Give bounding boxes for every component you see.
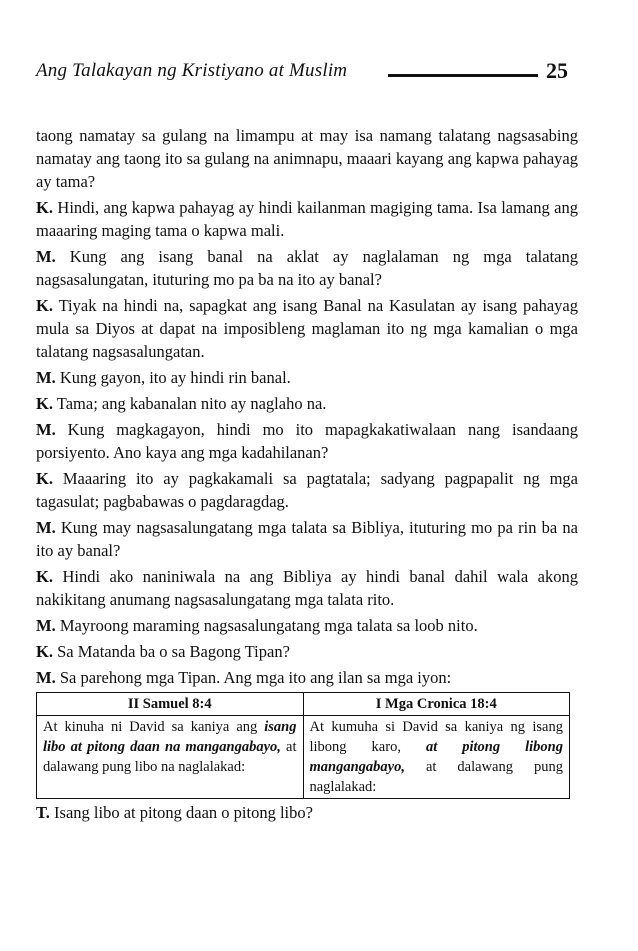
dialogue-text: Tama; ang kabanalan nito ay naglaho na. xyxy=(56,394,327,413)
page-body xyxy=(36,124,578,827)
dialogue-line xyxy=(36,565,578,611)
dialogue-line xyxy=(36,245,578,291)
table-header-row xyxy=(37,693,570,716)
book-title: Ang Talakayan ng Kristiyano at Muslim xyxy=(36,60,348,81)
right-verse-heading: I Mga Cronica 18:4 xyxy=(303,693,570,716)
dialogue-text: Sa Matanda ba o sa Bagong Tipan? xyxy=(57,642,290,661)
speaker-label: T. xyxy=(36,803,50,822)
speaker-label: K. xyxy=(36,198,53,217)
speaker-label: M. xyxy=(36,518,56,537)
speaker-label: K. xyxy=(36,642,53,661)
dialogue-line xyxy=(36,516,578,562)
speaker-label: K. xyxy=(36,469,53,488)
dialogue-line xyxy=(36,392,578,415)
dialogue-text: Tiyak na hindi na, sapagkat ang isang Banal na Kasulatan ay isang pahayag mula sa Diyos at dapat na imposibleng maglaman ito ng mga kamalian o mga talatang nagsasalungatan. xyxy=(36,296,579,361)
speaker-label: M. xyxy=(36,668,56,687)
dialogue-line xyxy=(36,801,578,824)
header-rule xyxy=(388,74,538,77)
dialogue-text: Kung ang isang banal na aklat ay naglalaman ng mga talatang nagsasalungatan, ituturing mo pa ba na ito ay banal? xyxy=(36,247,578,289)
right-verse-text: At kumuha si David sa kaniya ng isang libong karo, at pitong libong mangangabayo, at dalawang pung naglalakad: xyxy=(303,716,570,799)
left-verse-heading: II Samuel 8:4 xyxy=(37,693,304,716)
dialogue-text: Sa parehong mga Tipan. Ang mga ito ang ilan sa mga iyon: xyxy=(59,668,452,687)
dialogue-text: Mayroong maraming nagsasalungatang mga talata sa loob nito. xyxy=(59,616,478,635)
dialogue-line xyxy=(36,614,578,637)
speaker-label: M. xyxy=(36,420,56,439)
verse-comparison-table xyxy=(36,692,570,799)
running-header xyxy=(36,58,568,88)
page-number: 25 xyxy=(546,58,568,83)
dialogue-line xyxy=(36,666,578,689)
speaker-label: M. xyxy=(36,247,56,266)
speaker-label: M. xyxy=(36,368,56,387)
dialogue-text: Kung gayon, ito ay hindi rin banal. xyxy=(59,368,291,387)
dialogue-line xyxy=(36,124,578,193)
table-row xyxy=(37,716,570,799)
dialogue-line xyxy=(36,196,578,242)
left-verse-text: At kinuha ni David sa kaniya ang isang libo at pitong daan na mangangabayo, at dalawang pung libo na naglalakad: xyxy=(37,716,304,799)
speaker-label: K. xyxy=(36,394,53,413)
dialogue-text: Kung magkagayon, hindi mo ito mapagkakatiwalaan nang isandaang porsiyento. Ano kaya ang mga kadahilanan? xyxy=(36,420,578,462)
dialogue-line xyxy=(36,418,578,464)
dialogue-line xyxy=(36,640,578,663)
dialogue-text: Hindi ako naniniwala na ang Bibliya ay hindi banal dahil wala akong nakikitang anumang nagsasalungatang mga talata rito. xyxy=(36,567,578,609)
dialogue-text: Isang libo at pitong daan o pitong libo? xyxy=(54,803,313,822)
dialogue-text: taong namatay sa gulang na limampu at may isa namang talatang nagsasabing namatay ang taong ito sa gulang na animnapu, maaari kayang ang kapwa pahayag ay tama? xyxy=(36,126,578,191)
dialogue-line xyxy=(36,294,578,363)
speaker-label: K. xyxy=(36,296,53,315)
speaker-label: K. xyxy=(36,567,53,586)
dialogue-text: Kung may nagsasalungatang mga talata sa Bibliya, ituturing mo pa rin ba na ito ay banal? xyxy=(36,518,579,560)
dialogue-line xyxy=(36,366,578,389)
dialogue-line xyxy=(36,467,578,513)
dialogue-text: Hindi, ang kapwa pahayag ay hindi kailanman magiging tama. Isa lamang ang maaaring maging tama o kapwa mali. xyxy=(36,198,579,240)
dialogue-text: Maaaring ito ay pagkakamali sa pagtatala; sadyang pagpapalit ng mga tagasulat; pagbabawas o pagdaragdag. xyxy=(36,469,579,511)
speaker-label: M. xyxy=(36,616,56,635)
